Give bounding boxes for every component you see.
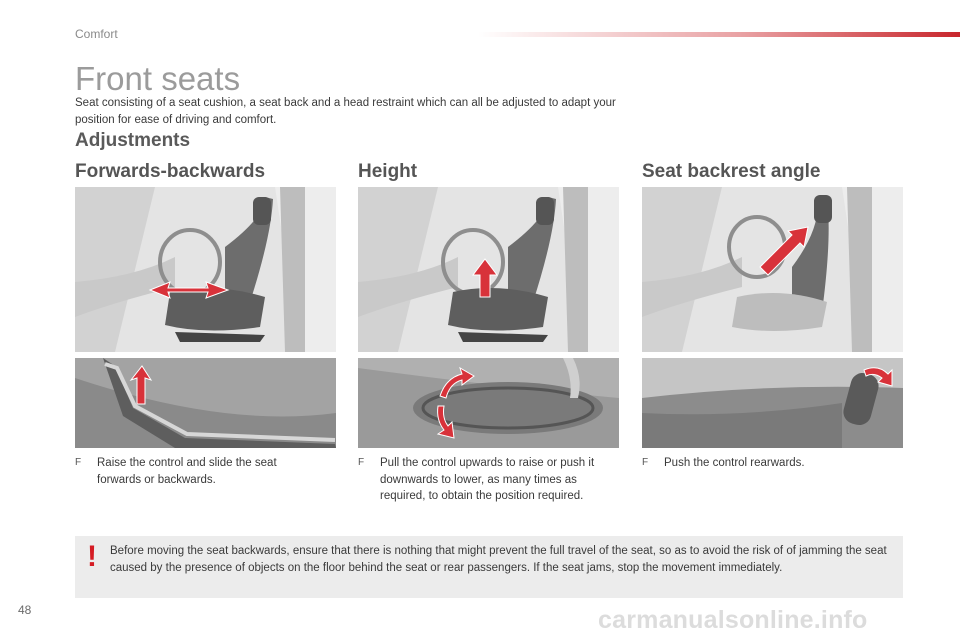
bullet-marker: F	[642, 457, 649, 468]
illustration-height-lever	[358, 358, 619, 448]
warning-text: Before moving the seat backwards, ensure that there is nothing that might prevent the full travel of the seat, so as to avoid the risk of of jamming the seat caused by the presence of objects on the floor behind the seat or rear passengers. If the seat jams, stop the movement immediately.	[110, 545, 887, 574]
instruction-text: Pull the control upwards to raise or push it downwards to lower, as many times as required, to obtain the position required.	[380, 457, 595, 502]
illustration-backrest-knob	[642, 358, 903, 448]
section-label: Comfort	[75, 27, 118, 41]
page-title: Front seats	[75, 60, 241, 97]
header-accent-rule	[478, 32, 960, 37]
bullet-marker: F	[75, 457, 82, 468]
page-number: 48	[18, 603, 32, 617]
instruction-text: Raise the control and slide the seat forwards or backwards.	[97, 457, 277, 486]
instruction-height	[358, 455, 608, 505]
instruction-text: Push the control rearwards.	[664, 457, 805, 469]
illustration-seat-slide	[75, 187, 336, 352]
column-title-height: Height	[358, 161, 418, 182]
bullet-marker: F	[358, 457, 365, 468]
warning-icon: !	[87, 540, 97, 573]
illustration-backrest-angle	[642, 187, 903, 352]
adjustments-heading: Adjustments	[75, 130, 191, 151]
intro-text: Seat consisting of a seat cushion, a seat back and a head restraint which can all be adjusted to adapt your position for ease of driving and comfort.	[75, 97, 616, 126]
illustration-slide-control-bar	[75, 358, 336, 448]
instruction-backrest-angle	[642, 455, 882, 472]
column-title-backrest-angle: Seat backrest angle	[642, 161, 821, 182]
column-title-forwards-backwards: Forwards-backwards	[75, 161, 266, 182]
watermark-text: carmanualsonline.info	[598, 606, 868, 634]
instruction-forwards-backwards	[75, 455, 315, 488]
warning-box	[75, 536, 903, 598]
illustration-seat-height	[358, 187, 619, 352]
